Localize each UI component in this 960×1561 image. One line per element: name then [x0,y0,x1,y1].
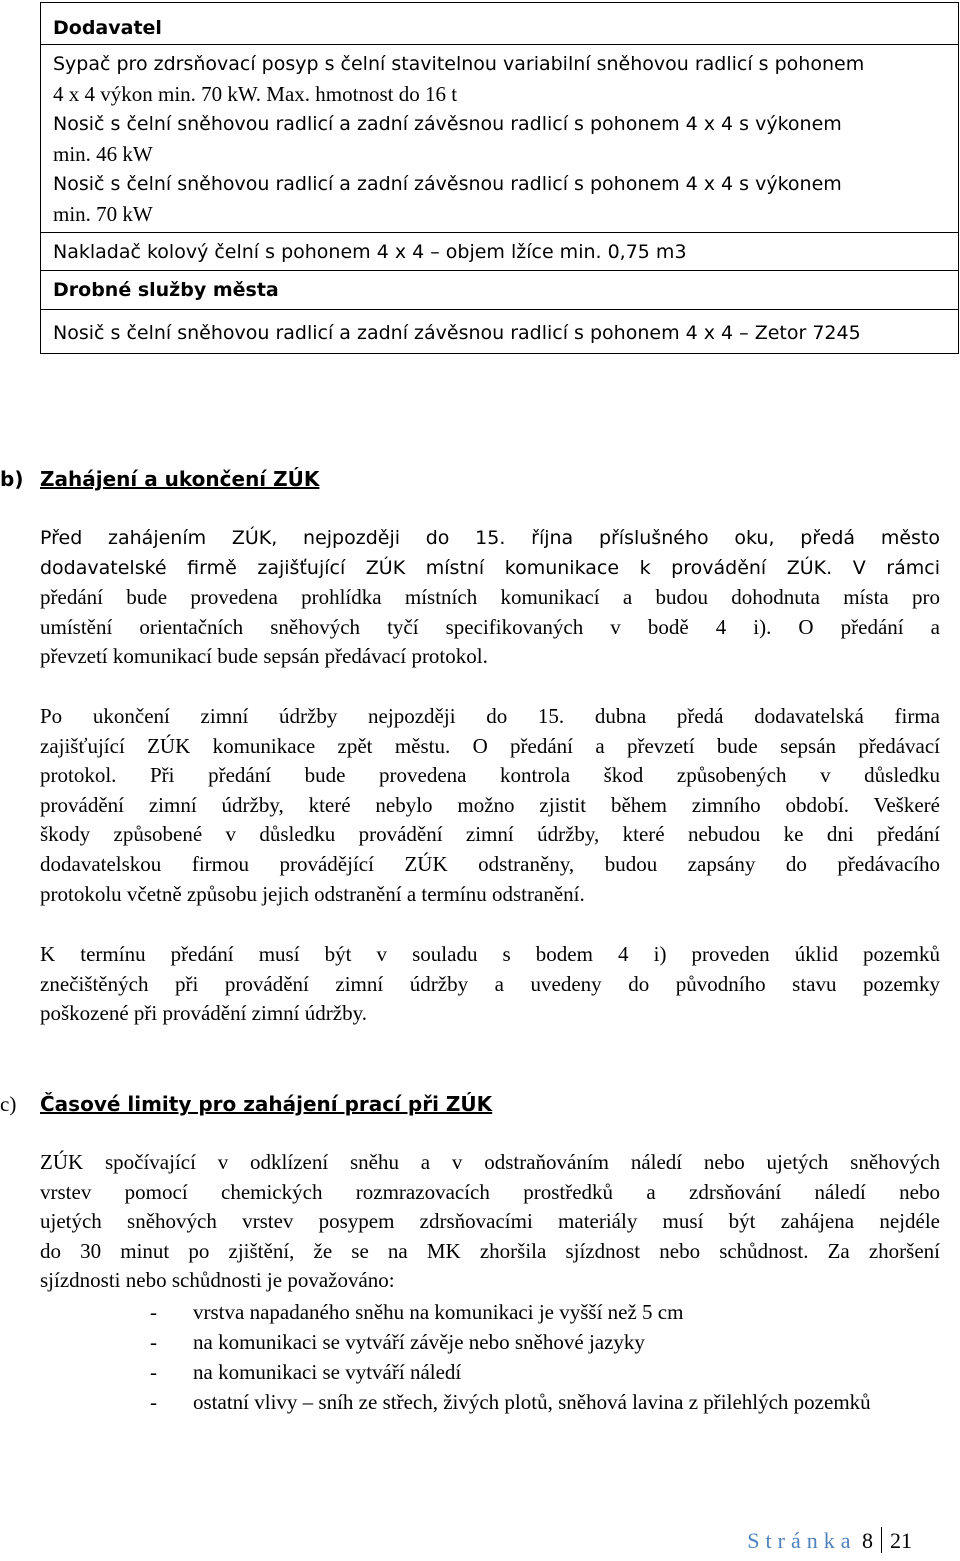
conditions-list [150,1297,940,1417]
paragraph-line: dodavatelskou firmou provádějící ZÚK odstraněny, budou zapsány do předávacího [40,851,940,876]
table-cell: Nakladač kolový čelní s pohonem 4 x 4 – objem lžíce min. 0,75 m3 [41,233,959,271]
paragraph-line: předání bude provedena prohlídka místních komunikací a budou dohodnuta místa pro [40,585,940,610]
paragraph-line: zajišťující ZÚK komunikace zpět městu. O předání a převzetí bude sepsán předávací [40,733,940,758]
table-cell-line: min. 70 kW [53,202,153,226]
paragraph-line: sjízdnosti nebo schůdnosti je považováno: [40,1268,395,1293]
table-header-row [41,3,959,45]
section-b-mark: b) [0,467,24,491]
paragraph-line: provádění zimní údržby, které nebylo možno zjistit během zimního období. Veškeré [40,792,940,817]
table-row [41,45,959,233]
table-section-header: Drobné služby města [41,271,959,310]
paragraph-line: umístění orientačních sněhových tyčí specifikovaných v bodě 4 i). O předání a [40,614,940,639]
paragraph-line: Před zahájením ZÚK, nejpozději do 15. října příslušného oku, předá město [40,527,940,549]
list-item-text: na komunikaci se vytváří závěje nebo sněhové jazyky [193,1330,645,1354]
table-cell-line: Nosič s čelní sněhovou radlicí a zadní závěsnou radlicí s pohonem 4 x 4 s výkonem [53,113,842,135]
list-bullet: - [150,1390,157,1414]
list-item [150,1297,940,1327]
list-bullet: - [150,1330,157,1354]
equipment-table [40,2,959,354]
list-item-text: vrstva napadaného sněhu na komunikaci je vyšší než 5 cm [193,1300,684,1324]
paragraph-line: protokolu včetně způsobu jejich odstranění a termínu odstranění. [40,881,585,906]
table-cell-line: 4 x 4 výkon min. 70 kW. Max. hmotnost do 16 t [53,82,458,106]
table-cell-line: Sypač pro zdrsňovací posyp s čelní stavitelnou variabilní sněhovou radlicí s pohonem [53,53,865,75]
table-row [41,310,959,354]
table-cell: Nosič s čelní sněhovou radlicí a zadní závěsnou radlicí s pohonem 4 x 4 – Zetor 7245 [41,310,959,354]
paragraph-line: do 30 minut po zjištění, že se na MK zhoršila sjízdnost nebo schůdnost. Za zhoršení [40,1238,940,1263]
paragraph-line: znečištěných při provádění zimní údržby a uvedeny do původního stavu pozemky [40,971,940,996]
paragraph-line: škody způsobené v důsledku provádění zimní údržby, které nebudou ke dni předání [40,822,940,847]
paragraph-line: ujetých sněhových vrstev posypem zdrsňovacími materiály musí být zahájena nejdéle [40,1209,940,1234]
table-section-header-row [41,271,959,310]
page-total: 21 [890,1528,912,1553]
paragraph-line: vrstev pomocí chemických rozmrazovacích prostředků a zdrsňování náledí nebo [40,1179,940,1204]
section-c-paragraph [40,1148,940,1296]
list-item [150,1357,940,1387]
section-b-heading [0,466,319,492]
table-cell [41,45,959,233]
section-b-paragraph-2 [40,702,940,909]
section-c-title: Časové limity pro zahájení prací při ZÚK [40,1092,493,1116]
table-row [41,233,959,271]
table-cell-line: min. 46 kW [53,142,153,166]
page-footer [747,1527,912,1555]
list-bullet: - [150,1360,157,1384]
section-b-title: Zahájení a ukončení ZÚK [40,467,320,491]
table-header-supplier: Dodavatel [41,3,959,45]
list-item-text: ostatní vlivy – sníh ze střech, živých plotů, sněhová lavina z přilehlých pozemků [193,1390,871,1414]
paragraph-line: K termínu předání musí být v souladu s bodem 4 i) proveden úklid pozemků [40,942,940,966]
page-number: 8 [862,1528,873,1553]
paragraph-line: převzetí komunikací bude sepsán předávací protokol. [40,644,488,669]
section-c-mark: c) [0,1092,17,1116]
footer-divider [881,1527,882,1553]
paragraph-line: poškozené při provádění zimní údržby. [40,1001,367,1026]
list-item [150,1327,940,1357]
paragraph-line: Po ukončení zimní údržby nejpozději do 15. dubna předá dodavatelská firma [40,704,940,728]
section-b-paragraph-1 [40,524,940,672]
paragraph-line: ZÚK spočívající v odklízení sněhu a v odstraňováním náledí nebo ujetých sněhových [40,1150,940,1174]
paragraph-line: protokol. Při předání bude provedena kontrola škod způsobených v důsledku [40,763,940,788]
section-c-heading [0,1091,492,1117]
table-cell-line: Nosič s čelní sněhovou radlicí a zadní závěsnou radlicí s pohonem 4 x 4 s výkonem [53,173,842,195]
list-item [150,1387,940,1417]
paragraph-line: dodavatelské firmě zajišťující ZÚK místní komunikace k provádění ZÚK. V rámci [40,556,940,579]
list-bullet: - [150,1300,157,1324]
page-label: Stránka [747,1528,857,1553]
list-item-text: na komunikaci se vytváří náledí [193,1360,462,1384]
section-b-paragraph-3 [40,940,940,1029]
